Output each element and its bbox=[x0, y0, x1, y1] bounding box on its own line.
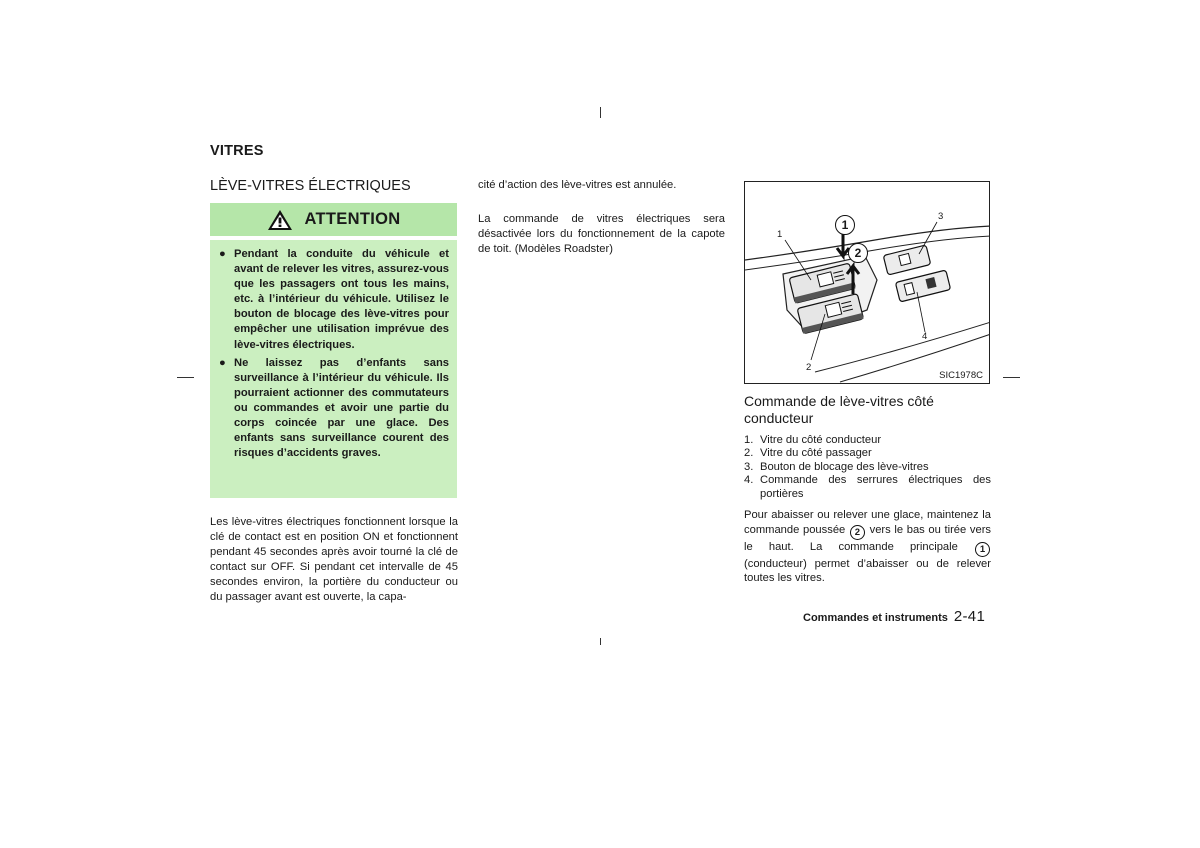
list-number: 1. bbox=[744, 434, 754, 446]
callout-2: 2 bbox=[806, 362, 812, 373]
list-item bbox=[744, 447, 991, 460]
figure-caption: Commande de lève-vitres côté conducteur bbox=[744, 393, 934, 426]
footer-section-name: Commandes et instruments bbox=[803, 612, 948, 624]
list-item bbox=[744, 461, 991, 474]
crop-mark-right bbox=[1003, 377, 1020, 378]
marker-2: 2 bbox=[848, 243, 868, 263]
warning-triangle-icon bbox=[267, 209, 293, 231]
attention-box bbox=[210, 240, 457, 498]
attention-label: ATTENTION bbox=[304, 210, 401, 228]
list-item bbox=[744, 434, 991, 447]
col3-text-2: vers le bas ou tirée vers le haut. La commande principale bbox=[744, 523, 992, 553]
subsection-title: LÈVE-VITRES ÉLECTRIQUES bbox=[210, 178, 411, 194]
col1-paragraph: Les lève-vitres électriques fonctionnent lorsque la clé de contact est en position ON et fonctionnent pendant 45 secondes après avoir tourné la clé de contact sur OFF. Si pendant cet intervalle de 45 secondes environ, la portière du conducteur ou du passager avant est ouverte, la capa- bbox=[210, 516, 458, 603]
list-text: Commande des serrures électriques des portières bbox=[760, 474, 991, 500]
window-switch-illustration bbox=[745, 182, 990, 384]
attention-bullet-2 bbox=[218, 356, 449, 462]
crop-mark-left bbox=[177, 377, 194, 378]
figure-code: SIC1978C bbox=[939, 370, 983, 381]
callout-1: 1 bbox=[777, 229, 783, 240]
attention-header bbox=[210, 203, 457, 236]
section-title: VITRES bbox=[210, 143, 264, 159]
attention-bullet-1 bbox=[218, 247, 449, 353]
bullet-icon: ● bbox=[219, 248, 226, 260]
numbered-list bbox=[744, 434, 991, 501]
bullet-icon: ● bbox=[219, 356, 226, 369]
callout-3: 3 bbox=[938, 211, 944, 222]
list-text: Vitre du côté conducteur bbox=[760, 434, 882, 446]
list-text: Vitre du côté passager bbox=[760, 447, 872, 460]
col3-text-1: Pour abaisser ou relever une glace, maintenez la commande poussée bbox=[744, 509, 991, 536]
crop-mark-top bbox=[600, 107, 601, 118]
list-item bbox=[744, 474, 991, 501]
inline-marker-2: 2 bbox=[850, 525, 865, 540]
list-number: 4. bbox=[744, 474, 754, 487]
attention-bullet-text-2: Ne laissez pas d’enfants sans surveillance à l’intérieur du véhicule. Ils pourraient actionner des commutateurs ou commandes et avoir une partie du corps coincée par une glace. Des enfants sans surveillance courent des risques d’accidents graves. bbox=[234, 356, 449, 460]
list-text: Bouton de blocage des lève-vitres bbox=[760, 460, 929, 473]
col3-text-3: (conducteur) permet d’abaisser ou de relever toutes les vitres. bbox=[744, 557, 991, 585]
list-number: 3. bbox=[744, 460, 754, 473]
list-number: 2. bbox=[744, 447, 754, 460]
col2-paragraph-2: La commande de vitres électriques sera désactivée lors du fonctionnement de la capote de toit. (Modèles Roadster) bbox=[478, 213, 725, 255]
marker-1: 1 bbox=[835, 215, 855, 235]
crop-mark-bottom bbox=[600, 638, 601, 645]
col3-paragraph bbox=[744, 508, 991, 586]
page-number: 2-41 bbox=[953, 608, 986, 625]
page-footer bbox=[803, 608, 985, 625]
attention-bullet-text-1: Pendant la conduite du véhicule et avant de relever les vitres, assurez-vous que les passagers ont tous les mains, etc. à l’intérieur du véhicule. Utilisez le bouton de blocage des lève-vitres pour empêcher une utilisation imprévue des lève-vitres électriques. bbox=[234, 248, 449, 351]
window-switch-figure bbox=[744, 181, 990, 384]
col2-paragraph-1: cité d’action des lève-vitres est annulée. bbox=[478, 179, 677, 191]
callout-4: 4 bbox=[922, 331, 928, 342]
inline-marker-1: 1 bbox=[975, 542, 990, 557]
